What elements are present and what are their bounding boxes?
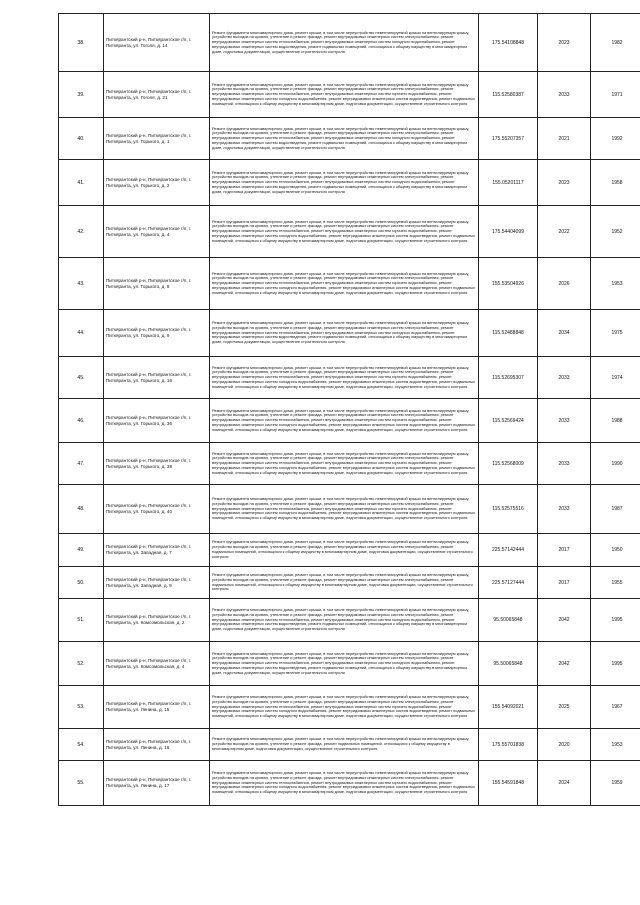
- built-year-cell: 1953: [591, 729, 640, 761]
- repair-year-cell: 2021: [538, 118, 591, 160]
- repair-year-cell: 2033: [538, 485, 591, 534]
- area-cell: 155.53504926: [479, 258, 538, 310]
- repair-year-cell: 2023: [538, 14, 591, 72]
- address-cell: Питкярантский р-н, Питкярантское г/п, г. Питкяранта, ул. Горького, д. 2: [104, 160, 210, 206]
- row-number: 45.: [59, 357, 104, 399]
- area-cell: 155.54092021: [479, 686, 538, 729]
- area-cell: 155.05201117: [479, 160, 538, 206]
- area-cell: 115.52580387: [479, 72, 538, 118]
- table-row: [59, 118, 640, 160]
- repair-year-cell: 2034: [538, 310, 591, 357]
- row-number: 49.: [59, 534, 104, 567]
- table-row: [59, 443, 640, 485]
- address-cell: Питкярантский р-н, Питкярантское г/п, г. Питкяранта, ул. Гоголя, д. 21: [104, 72, 210, 118]
- repair-year-cell: 2022: [538, 206, 591, 258]
- row-number: 52.: [59, 642, 104, 686]
- built-year-cell: 1971: [591, 72, 640, 118]
- repair-year-cell: 2033: [538, 443, 591, 485]
- table-row: [59, 761, 640, 806]
- work-description-cell: Ремонт фундамента многоквартирного дома, ремонт крыши, в том числе переустройство невентилируемой крыши на вентилируемую крышу, устройство выходов на кровлю, утепление и ремонт фасада, ремонт внутридомовых инженерных систем электроснабжения, ремонт внутридомовых инженерных систем теплоснабжения, ремонт внутридомовых инженерных систем холодного водоснабжения, ремонт внутридомовых инженерных систем водоотведения, ремонт подвальных помещений, относящихся к общему имуществу в многоквартирном доме, подготовка документации, осуществление строительного контроля: [210, 310, 479, 357]
- built-year-cell: 1974: [591, 357, 640, 399]
- area-cell: 115.52569424: [479, 399, 538, 443]
- work-description-cell: Ремонт фундамента многоквартирного дома, ремонт крыши, в том числе переустройство невентилируемой крыши на вентилируемую крышу, устройство выходов на кровлю, утепление и ремонт фасада, ремонт внутридомовых инженерных систем электроснабжения, ремонт внутридомовых инженерных систем теплоснабжения, ремонт внутридомовых инженерных систем холодного водоснабжения, ремонт внутридомовых инженерных систем водоотведения, ремонт подвальных помещений, относящихся к общему имуществу в многоквартирном доме, подготовка документации, осуществление строительного контроля: [210, 118, 479, 160]
- built-year-cell: 1955: [591, 567, 640, 599]
- repair-year-cell: 2042: [538, 642, 591, 686]
- address-cell: Питкярантский р-н, Питкярантское г/п, г. Питкяранта, ул. Горького, д. 8: [104, 258, 210, 310]
- row-number: 47.: [59, 443, 104, 485]
- work-description-cell: Ремонт фундамента многоквартирного дома, ремонт крыши, в том числе переустройство невентилируемой крыши на вентилируемую крышу, устройство выходов на кровлю, утепление и ремонт фасада, ремонт подвальных помещений, относящихся к общему имуществу в многоквартирном доме, подготовка документации, осуществление строительного контроля: [210, 729, 479, 761]
- row-number: 54.: [59, 729, 104, 761]
- work-description-cell: Ремонт фундамента многоквартирного дома, ремонт крыши, в том числе переустройство невентилируемой крыши на вентилируемую крышу, устройство выходов на кровлю, утепление и ремонт фасада, ремонт внутридомовых инженерных систем электроснабжения, ремонт подвальных помещений, относящихся к общему имуществу в многоквартирном доме, подготовка документации, осуществление строительного контроля: [210, 567, 479, 599]
- area-cell: 95.50065848: [479, 599, 538, 642]
- address-cell: Питкярантский р-н, Питкярантское г/п, г. Питкяранта, ул. Горького, д. 40: [104, 485, 210, 534]
- row-number: 55.: [59, 761, 104, 806]
- built-year-cell: 1952: [591, 206, 640, 258]
- area-cell: 115.52488848: [479, 310, 538, 357]
- row-number: 46.: [59, 399, 104, 443]
- address-cell: Питкярантский р-н, Питкярантское г/п, г. Питкяранта, ул. Комсомольская, д. 2: [104, 599, 210, 642]
- address-cell: Питкярантский р-н, Питкярантское г/п, г. Питкяранта, ул. Горького, д. 16: [104, 357, 210, 399]
- table-row: [59, 399, 640, 443]
- row-number: 39.: [59, 72, 104, 118]
- row-number: 44.: [59, 310, 104, 357]
- area-cell: 175.54404099: [479, 206, 538, 258]
- table-row: [59, 686, 640, 729]
- built-year-cell: 1995: [591, 599, 640, 642]
- repair-year-cell: 2026: [538, 258, 591, 310]
- repair-year-cell: 2033: [538, 357, 591, 399]
- address-cell: Питкярантский р-н, Питкярантское г/п, г. Питкяранта, ул. Горького, д. 9: [104, 310, 210, 357]
- table-row: [59, 729, 640, 761]
- area-cell: 115.52695307: [479, 357, 538, 399]
- work-description-cell: Ремонт фундамента многоквартирного дома, ремонт крыши, в том числе переустройство невентилируемой крыши на вентилируемую крышу, устройство выходов на кровлю, утепление и ремонт фасада, ремонт внутридомовых инженерных систем электроснабжения, ремонт внутридомовых инженерных систем теплоснабжения, ремонт внутридомовых инженерных систем горячего водоснабжения, ремонт внутридомовых инженерных систем холодного водоснабжения, ремонт внутридомовых инженерных систем водоотведения, ремонт подвальных помещений, относящихся к общему имуществу в многоквартирном доме, подготовка документации, осуществление строительного контроля: [210, 761, 479, 806]
- row-number: 48.: [59, 485, 104, 534]
- row-number: 43.: [59, 258, 104, 310]
- row-number: 38.: [59, 14, 104, 72]
- table-row: [59, 357, 640, 399]
- area-cell: 175.54108848: [479, 14, 538, 72]
- work-description-cell: Ремонт фундамента многоквартирного дома, ремонт крыши, в том числе переустройство невентилируемой крыши на вентилируемую крышу, устройство выходов на кровлю, утепление и ремонт фасада, ремонт внутридомовых инженерных систем электроснабжения, ремонт внутридомовых инженерных систем теплоснабжения, ремонт внутридомовых инженерных систем горячего водоснабжения, ремонт внутридомовых инженерных систем холодного водоснабжения, ремонт внутридомовых инженерных систем водоотведения, ремонт подвальных помещений, относящихся к общему имуществу в многоквартирном доме, подготовка документации, осуществление строительного контроля: [210, 357, 479, 399]
- area-cell: 175.55701838: [479, 729, 538, 761]
- work-description-cell: Ремонт фундамента многоквартирного дома, ремонт крыши, в том числе переустройство невентилируемой крыши на вентилируемую крышу, устройство выходов на кровлю, утепление и ремонт фасада, ремонт внутридомовых инженерных систем электроснабжения, ремонт подвальных помещений, относящихся к общему имуществу в многоквартирном доме, подготовка документации, осуществление строительного контроля: [210, 534, 479, 567]
- built-year-cell: 1992: [591, 118, 640, 160]
- table-row: [59, 485, 640, 534]
- repair-year-cell: 2033: [538, 399, 591, 443]
- area-cell: 155.54591848: [479, 761, 538, 806]
- table-row: [59, 206, 640, 258]
- table-row: [59, 567, 640, 599]
- built-year-cell: 1987: [591, 485, 640, 534]
- table-row: [59, 534, 640, 567]
- built-year-cell: 1953: [591, 258, 640, 310]
- address-cell: Питкярантский р-н, Питкярантское г/п, г. Питкяранта, ул. Ленина, д. 15: [104, 686, 210, 729]
- row-number: 41.: [59, 160, 104, 206]
- area-cell: 175.55207357: [479, 118, 538, 160]
- work-description-cell: Ремонт фундамента многоквартирного дома, ремонт крыши, в том числе переустройство невентилируемой крыши на вентилируемую крышу, устройство выходов на кровлю, утепление и ремонт фасада, ремонт внутридомовых инженерных систем электроснабжения, ремонт внутридомовых инженерных систем теплоснабжения, ремонт внутридомовых инженерных систем горячего водоснабжения, ремонт внутридомовых инженерных систем холодного водоснабжения, ремонт внутридомовых инженерных систем водоотведения, ремонт подвальных помещений, относящихся к общему имуществу в многоквартирном доме, подготовка документации, осуществление строительного контроля: [210, 399, 479, 443]
- built-year-cell: 1959: [591, 761, 640, 806]
- repair-year-cell: 2020: [538, 729, 591, 761]
- row-number: 42.: [59, 206, 104, 258]
- area-cell: 115.52575516: [479, 485, 538, 534]
- work-description-cell: Ремонт фундамента многоквартирного дома, ремонт крыши, в том числе переустройство невентилируемой крыши на вентилируемую крышу, устройство выходов на кровлю, утепление и ремонт фасада, ремонт внутридомовых инженерных систем электроснабжения, ремонт внутридомовых инженерных систем теплоснабжения, ремонт внутридомовых инженерных систем горячего водоснабжения, ремонт внутридомовых инженерных систем холодного водоснабжения, ремонт внутридомовых инженерных систем водоотведения, ремонт подвальных помещений, относящихся к общему имуществу в многоквартирном доме, подготовка документации, осуществление строительного контроля: [210, 686, 479, 729]
- repair-year-cell: 2042: [538, 599, 591, 642]
- area-cell: 115.52568009: [479, 443, 538, 485]
- table-row: [59, 310, 640, 357]
- row-number: 50.: [59, 567, 104, 599]
- built-year-cell: 1995: [591, 642, 640, 686]
- houses-table: [58, 13, 640, 806]
- address-cell: Питкярантский р-н, Питкярантское г/п, г. Питкяранта, ул. Горького, д. 36: [104, 399, 210, 443]
- repair-year-cell: 2033: [538, 72, 591, 118]
- built-year-cell: 1958: [591, 160, 640, 206]
- built-year-cell: 1975: [591, 310, 640, 357]
- repair-year-cell: 2025: [538, 686, 591, 729]
- built-year-cell: 1967: [591, 686, 640, 729]
- table-row: [59, 72, 640, 118]
- work-description-cell: Ремонт фундамента многоквартирного дома, ремонт крыши, в том числе переустройство невентилируемой крыши на вентилируемую крышу, устройство выходов на кровлю, утепление и ремонт фасада, ремонт внутридомовых инженерных систем электроснабжения, ремонт внутридомовых инженерных систем теплоснабжения, ремонт внутридомовых инженерных систем холодного водоснабжения, ремонт внутридомовых инженерных систем водоотведения, ремонт подвальных помещений, относящихся к общему имуществу в многоквартирном доме, подготовка документации, осуществление строительного контроля: [210, 14, 479, 72]
- work-description-cell: Ремонт фундамента многоквартирного дома, ремонт крыши, в том числе переустройство невентилируемой крыши на вентилируемую крышу, устройство выходов на кровлю, утепление и ремонт фасада, ремонт внутридомовых инженерных систем электроснабжения, ремонт внутридомовых инженерных систем теплоснабжения, ремонт внутридомовых инженерных систем холодного водоснабжения, ремонт внутридомовых инженерных систем водоотведения, ремонт подвальных помещений, относящихся к общему имуществу в многоквартирном доме, подготовка документации, осуществление строительного контроля: [210, 642, 479, 686]
- address-cell: Питкярантский р-н, Питкярантское г/п, г. Питкяранта, ул. Ленина, д. 16: [104, 729, 210, 761]
- address-cell: Питкярантский р-н, Питкярантское г/п, г. Питкяранта, ул. Горького, д. 4: [104, 206, 210, 258]
- address-cell: Питкярантский р-н, Питкярантское г/п, г. Питкяранта, ул. Ленина, д. 17: [104, 761, 210, 806]
- area-cell: 95.50065848: [479, 642, 538, 686]
- work-description-cell: Ремонт фундамента многоквартирного дома, ремонт крыши, в том числе переустройство невентилируемой крыши на вентилируемую крышу, устройство выходов на кровлю, утепление и ремонт фасада, ремонт внутридомовых инженерных систем электроснабжения, ремонт внутридомовых инженерных систем теплоснабжения, ремонт внутридомовых инженерных систем холодного водоснабжения, ремонт внутридомовых инженерных систем водоотведения, ремонт подвальных помещений, относящихся к общему имуществу в многоквартирном доме, подготовка документации, осуществление строительного контроля: [210, 160, 479, 206]
- address-cell: Питкярантский р-н, Питкярантское г/п, г. Питкяранта, ул. Западная, д. 9: [104, 567, 210, 599]
- houses-table-body: [59, 14, 640, 806]
- table-row: [59, 160, 640, 206]
- address-cell: Питкярантский р-н, Питкярантское г/п, г. Питкяранта, ул. Горького, д. 1: [104, 118, 210, 160]
- work-description-cell: Ремонт фундамента многоквартирного дома, ремонт крыши, в том числе переустройство невентилируемой крыши на вентилируемую крышу, устройство выходов на кровлю, утепление и ремонт фасада, ремонт внутридомовых инженерных систем электроснабжения, ремонт внутридомовых инженерных систем теплоснабжения, ремонт внутридомовых инженерных систем горячего водоснабжения, ремонт внутридомовых инженерных систем холодного водоснабжения, ремонт внутридомовых инженерных систем водоотведения, ремонт подвальных помещений, относящихся к общему имуществу в многоквартирном доме, подготовка документации, осуществление строительного контроля: [210, 206, 479, 258]
- table-row: [59, 642, 640, 686]
- table-row: [59, 599, 640, 642]
- built-year-cell: 1950: [591, 534, 640, 567]
- work-description-cell: Ремонт фундамента многоквартирного дома, ремонт крыши, в том числе переустройство невентилируемой крыши на вентилируемую крышу, устройство выходов на кровлю, утепление и ремонт фасада, ремонт внутридомовых инженерных систем электроснабжения, ремонт внутридомовых инженерных систем теплоснабжения, ремонт внутридомовых инженерных систем холодного водоснабжения, ремонт внутридомовых инженерных систем водоотведения, ремонт подвальных помещений, относящихся к общему имуществу в многоквартирном доме, подготовка документации, осуществление строительного контроля: [210, 599, 479, 642]
- work-description-cell: Ремонт фундамента многоквартирного дома, ремонт крыши, в том числе переустройство невентилируемой крыши на вентилируемую крышу, устройство выходов на кровлю, утепление и ремонт фасада, ремонт внутридомовых инженерных систем электроснабжения, ремонт внутридомовых инженерных систем теплоснабжения, ремонт внутридомовых инженерных систем горячего водоснабжения, ремонт внутридомовых инженерных систем холодного водоснабжения, ремонт внутридомовых инженерных систем водоотведения, ремонт подвальных помещений, относящихся к общему имуществу в многоквартирном доме, подготовка документации, осуществление строительного контроля: [210, 72, 479, 118]
- row-number: 51.: [59, 599, 104, 642]
- area-cell: 225.57127444: [479, 567, 538, 599]
- repair-year-cell: 2017: [538, 567, 591, 599]
- built-year-cell: 1990: [591, 443, 640, 485]
- repair-year-cell: 2023: [538, 160, 591, 206]
- address-cell: Питкярантский р-н, Питкярантское г/п, г. Питкяранта, ул. Комсомольская, д. 4: [104, 642, 210, 686]
- row-number: 53.: [59, 686, 104, 729]
- built-year-cell: 1988: [591, 399, 640, 443]
- work-description-cell: Ремонт фундамента многоквартирного дома, ремонт крыши, в том числе переустройство невентилируемой крыши на вентилируемую крышу, устройство выходов на кровлю, утепление и ремонт фасада, ремонт внутридомовых инженерных систем электроснабжения, ремонт внутридомовых инженерных систем теплоснабжения, ремонт внутридомовых инженерных систем горячего водоснабжения, ремонт внутридомовых инженерных систем холодного водоснабжения, ремонт внутридомовых инженерных систем водоотведения, ремонт подвальных помещений, относящихся к общему имуществу в многоквартирном доме, подготовка документации, осуществление строительного контроля: [210, 485, 479, 534]
- work-description-cell: Ремонт фундамента многоквартирного дома, ремонт крыши, в том числе переустройство невентилируемой крыши на вентилируемую крышу, устройство выходов на кровлю, утепление и ремонт фасада, ремонт внутридомовых инженерных систем электроснабжения, ремонт внутридомовых инженерных систем теплоснабжения, ремонт внутридомовых инженерных систем горячего водоснабжения, ремонт внутридомовых инженерных систем холодного водоснабжения, ремонт внутридомовых инженерных систем водоотведения, ремонт подвальных помещений, относящихся к общему имуществу в многоквартирном доме, подготовка документации, осуществление строительного контроля: [210, 443, 479, 485]
- work-description-cell: Ремонт фундамента многоквартирного дома, ремонт крыши, в том числе переустройство невентилируемой крыши на вентилируемую крышу, устройство выходов на кровлю, утепление и ремонт фасада, ремонт внутридомовых инженерных систем электроснабжения, ремонт внутридомовых инженерных систем теплоснабжения, ремонт внутридомовых инженерных систем горячего водоснабжения, ремонт внутридомовых инженерных систем холодного водоснабжения, ремонт внутридомовых инженерных систем водоотведения, ремонт подвальных помещений, относящихся к общему имуществу в многоквартирном доме, подготовка документации, осуществление строительного контроля: [210, 258, 479, 310]
- row-number: 40.: [59, 118, 104, 160]
- repair-year-cell: 2017: [538, 534, 591, 567]
- address-cell: Питкярантский р-н, Питкярантское г/п, г. Питкяранта, ул. Горького, д. 38: [104, 443, 210, 485]
- built-year-cell: 1982: [591, 14, 640, 72]
- table-row: [59, 258, 640, 310]
- repair-year-cell: 2024: [538, 761, 591, 806]
- address-cell: Питкярантский р-н, Питкярантское г/п, г. Питкяранта, ул. Гоголя, д. 14: [104, 14, 210, 72]
- address-cell: Питкярантский р-н, Питкярантское г/п, г. Питкяранта, ул. Западная, д. 7: [104, 534, 210, 567]
- area-cell: 225.57142444: [479, 534, 538, 567]
- table-row: [59, 14, 640, 72]
